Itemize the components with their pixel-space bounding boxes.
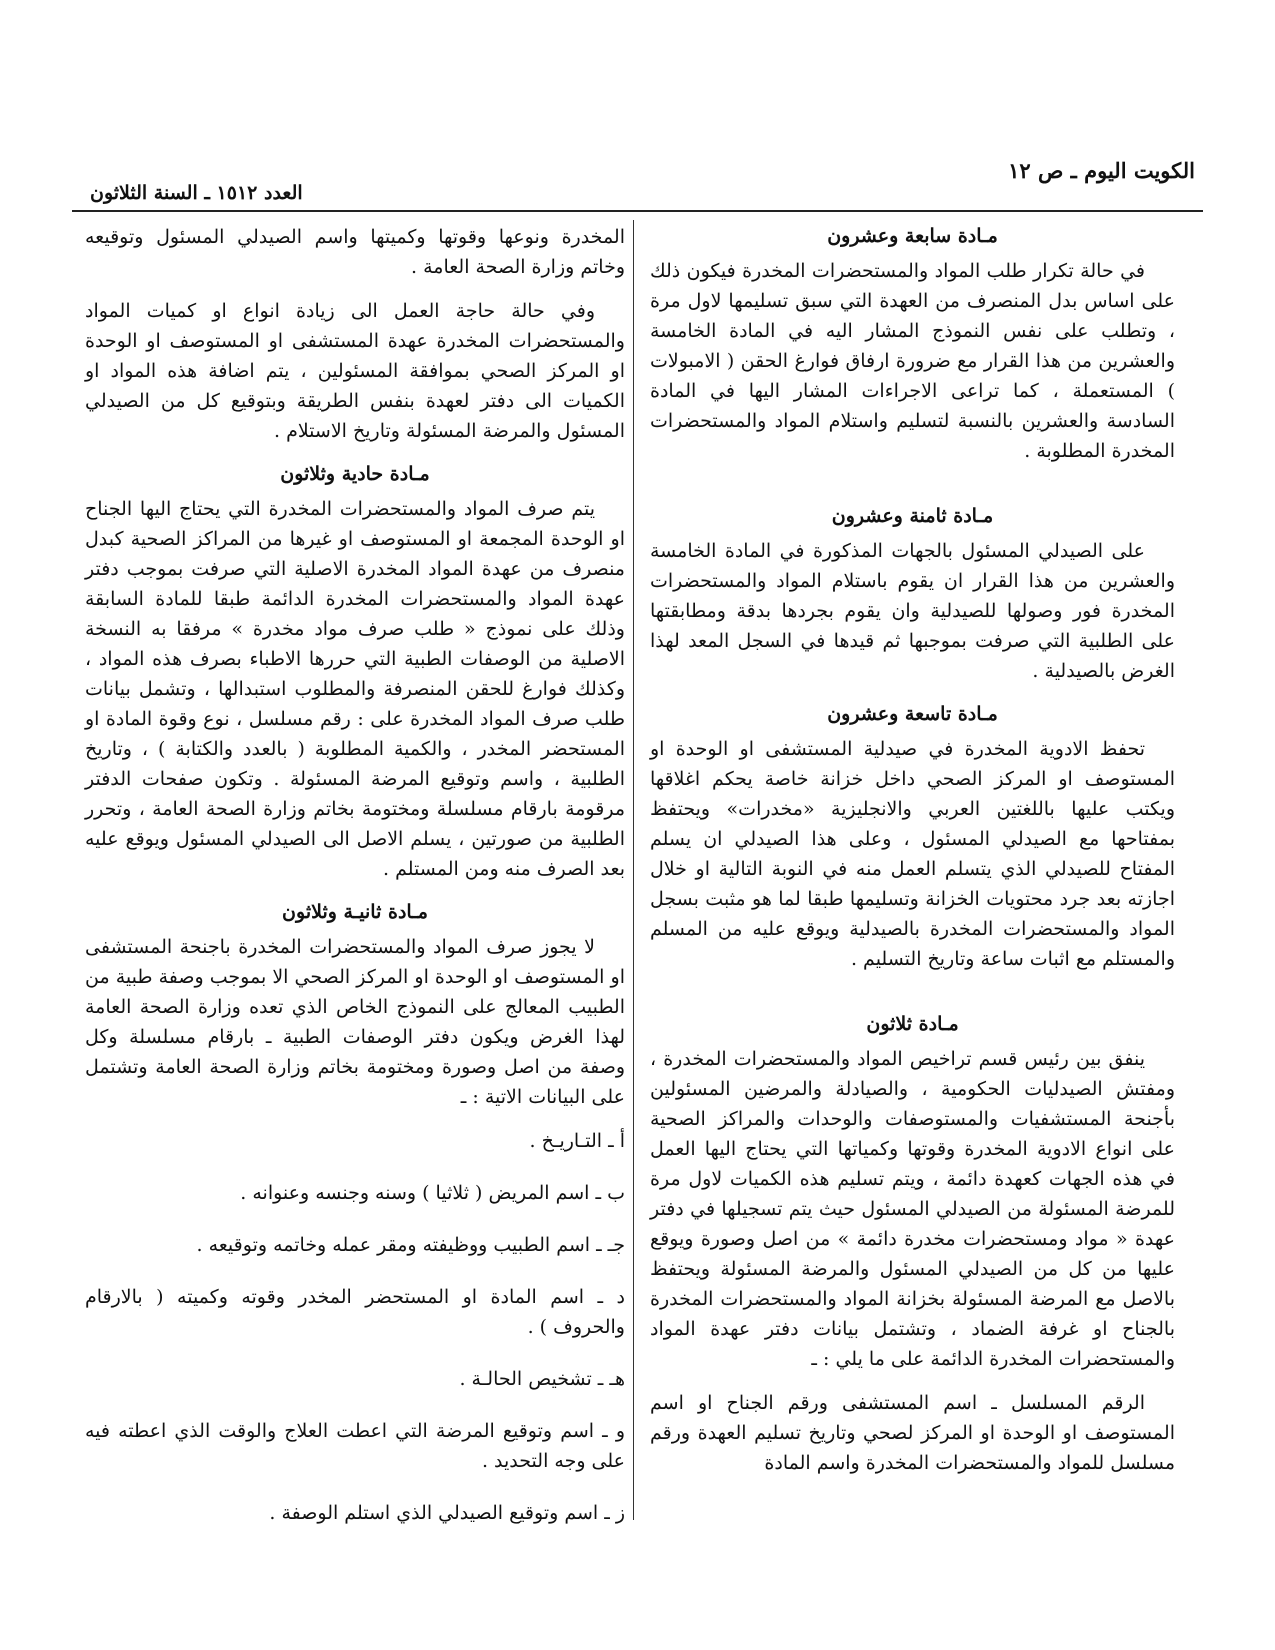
- continued-text-2: وفي حالة حاجة العمل الى زيادة انواع او كميات المواد والمستحضرات المخدرة عهدة المستشفى او المستوصف او الوحدة او المركز الصحي بموافقة المسئولين ، يتم اضافة هذه المواد او الكميات الى دفتر لعهدة بنفس الطريقة وبتوقيع كل من الصيدلي المسئول والمرضة المسئولة وتاريخ الاستلام .: [85, 300, 625, 442]
- list-item-g: ز ـ اسم وتوقيع الصيدلي الذي استلم الوصفة .: [269, 1502, 625, 1524]
- article-29-heading: مـادة تاسعة وعشرون: [827, 703, 998, 725]
- article-32-heading: مـادة ثانيـة وثلاثون: [282, 901, 428, 923]
- left-column: [85, 222, 625, 1550]
- article-28-heading: مـادة ثامنة وعشرون: [831, 505, 994, 527]
- article-31-text: يتم صرف المواد والمستحضرات المخدرة التي يحتاج اليها الجناح او الوحدة المجمعة او المستوصف او غيرها من المراكز الصحية كبدل منصرف من عهدة المواد المخدرة الاصلية التي صرفت بموجب دفتر عهدة المواد والمستحضرات المخدرة الدائمة طبقا للمادة السابقة وذلك على نموذج « طلب صرف مواد مخدرة » مرفقا به النسخة الاصلية من الوصفات الطبية التي حررها الاطباء بصرف هذه المواد ، وكذلك فوارغ للحقن المنصرفة والمطلوب استبدالها ، وتشمل بيانات طلب صرف المواد المخدرة على : رقم مسلسل ، نوع وقوة المادة او المستحضر المخدر ، والكمية المطلوبة ( بالعدد والكتابة ) ، وتاريخ الطلبية ، واسم وتوقيع المرضة المسئولة . وتكون صفحات الدفتر مرقومة بارقام مسلسلة ومختومة بخاتم وزارة الصحة العامة ، وتحرر الطلبية من صورتين ، يسلم الاصل الى الصيدلي المسئول ويوقع عليه بعد الصرف منه ومن المستلم .: [85, 498, 625, 880]
- article-30-item: الرقم المسلسل ـ اسم المستشفى ورقم الجناح او اسم المستوصف او الوحدة او المركز لصحي وتاريخ تسليم العهدة ورقم مسلسل للمواد والمستحضرات المخدرة واسم المادة: [650, 1392, 1175, 1474]
- header-issue: العدد ١٥١٢ ـ السنة الثلاثون: [90, 182, 303, 204]
- article-28-text: على الصيدلي المسئول بالجهات المذكورة في المادة الخامسة والعشرين من هذا القرار ان يقوم باستلام المواد والمستحضرات المخدرة فور وصولها للصيدلية وان يقوم بجردها بدقة ومطابقتها على الطلبية التي صرفت بموجبها ثم قيدها في السجل المعد لهذا الغرض بالصيدلية .: [650, 540, 1175, 682]
- list-item-c: جـ ـ اسم الطبيب ووظيفته ومقر عمله وخاتمه وتوقيعه .: [196, 1234, 625, 1256]
- list-item-f: و ـ اسم وتوقيع المرضة التي اعطت العلاج والوقت الذي اعطته فيه على وجه التحديد .: [85, 1420, 625, 1472]
- article-27-heading: مـادة سابعة وعشرون: [827, 225, 998, 247]
- article-29-text: تحفظ الادوية المخدرة في صيدلية المستشفى او الوحدة او المستوصف او المركز الصحي داخل خزانة خاصة يحكم اغلاقها ويكتب عليها باللغتين العربي والانجليزية «مخدرات» ويحتفظ بمفتاحها مع الصيدلي المسئول ، وعلى هذا الصيدلي ان يسلم المفتاح للصيدلي الذي يتسلم العمل منه في النوبة التالية او خلال اجازته بعد جرد محتويات الخزانة وتسليمها طبقا لما هو مثبت بسجل المواد والمستحضرات المخدرة بالصيدلية ويوقع عليه من المسلم والمستلم مع اثبات ساعة وتاريخ التسليم .: [650, 738, 1175, 970]
- article-32-text: لا يجوز صرف المواد والمستحضرات المخدرة باجنحة المستشفى او المستوصف او الوحدة او المركز الصحي الا بموجب وصفة طبية من الطبيب المعالج على النموذج الخاص الذي تعده وزارة الصحة العامة لهذا الغرض ويكون دفتر الوصفات الطبية ـ بارقام مسلسلة وكل وصفة من اصل وصورة ومختومة بخاتم وزارة الصحة العامة وتشتمل على البيانات الاتية : ـ: [85, 936, 625, 1108]
- list-item-a: أ ـ التـاريـخ .: [529, 1130, 625, 1152]
- right-column: [650, 222, 1175, 1492]
- column-divider: [633, 220, 634, 1520]
- list-item-d: د ـ اسم المادة او المستحضر المخدر وقوته وكميته ( بالارقام والحروف ) .: [85, 1286, 625, 1338]
- list-item-e: هـ ـ تشخيص الحالـة .: [459, 1368, 625, 1390]
- list-item-b: ب ـ اسم المريض ( ثلاثيا ) وسنه وجنسه وعنوانه .: [240, 1182, 625, 1204]
- article-31-heading: مـادة حادية وثلاثون: [280, 463, 430, 485]
- header-publication: الكويت اليوم ـ ص ١٢: [1008, 158, 1195, 183]
- article-30-text: ينفق بين رئيس قسم تراخيص المواد والمستحضرات المخدرة ، ومفتش الصيدليات الحكومية ، والصيادلة والمرضين المسئولين بأجنحة المستشفيات والمستوصفات والوحدات والمراكز الصحية على انواع الادوية المخدرة وقوتها وكمياتها التي يحتاج اليها العمل في هذه الجهات كعهدة دائمة ، ويتم تسليم هذه الكميات لاول مرة للمرضة المسئولة من الصيدلي المسئول حيث يتم تسجيلها في دفتر عهدة « مواد ومستحضرات مخدرة دائمة » من اصل وصورة ويوقع عليها من كل من الصيدلي المسئول والمرضة المسئولة ويحتفظ بالاصل مع المرضة المسئولة بخزانة المواد والمستحضرات المخدرة بالجناح او غرفة الضماد ، وتشتمل بيانات دفتر عهدة المواد والمستحضرات المخدرة الدائمة على ما يلي : ـ: [650, 1048, 1175, 1370]
- header-rule: [72, 210, 1203, 212]
- article-27-text: في حالة تكرار طلب المواد والمستحضرات المخدرة فيكون ذلك على اساس بدل المنصرف من العهدة التي سبق تسليمها لاول مرة ، وتطلب على نفس النموذج المشار اليه في المادة الخامسة والعشرين من هذا القرار مع ضرورة ارفاق فوارغ الحقن ( الامبولات ) المستعملة ، كما تراعى الاجراءات المشار اليها في المادة السادسة والعشرين بالنسبة لتسليم واستلام المواد والمستحضرات المخدرة المطلوبة .: [650, 260, 1175, 462]
- continued-text: المخدرة ونوعها وقوتها وكميتها واسم الصيدلي المسئول وتوقيعه وخاتم وزارة الصحة العامة .: [85, 226, 625, 278]
- article-30-heading: مـادة ثلاثون: [866, 1013, 959, 1035]
